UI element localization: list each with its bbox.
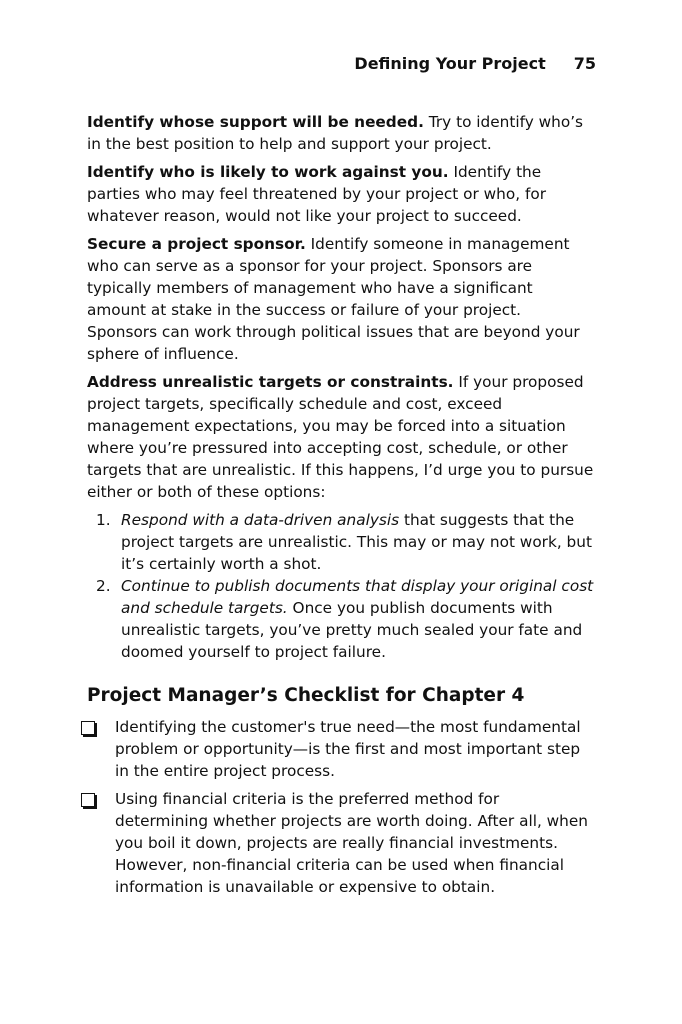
- page-number: 75: [573, 54, 596, 73]
- paragraph-support: [87, 111, 595, 155]
- checklist-item-text: Using financial criteria is the preferred method for determining whether projects are worth doing. After all, when you boil it down, projects are really financial investments. However, non-financial criteria can be used when financial information is unavailable or expensive to obtain.: [115, 790, 588, 896]
- checklist-item: [79, 788, 595, 898]
- list-item-text: that suggests that the project targets are unrealistic. This may or may not work, but it’s certainly worth a shot.: [121, 511, 592, 573]
- list-item-emphasis: Respond with a data-driven analysis: [121, 511, 400, 529]
- page-body: [87, 111, 595, 904]
- list-item: [87, 509, 595, 575]
- checklist-item: [79, 716, 595, 782]
- paragraph-sponsor: [87, 233, 595, 365]
- paragraph-unrealistic-targets: [87, 371, 595, 503]
- checkbox-icon: [81, 793, 95, 807]
- paragraph-text: Identify someone in management who can serve as a sponsor for your project. Sponsors are typically members of management who have a significant amount at stake in the success or failure of your project. Sponsors can work through political issues that are beyond your sphere of influence.: [87, 235, 580, 363]
- list-item-emphasis: Continue to publish documents that display your original cost and schedule targets.: [121, 577, 594, 617]
- checklist: [79, 716, 595, 898]
- paragraph-lead: Identify who is likely to work against you.: [87, 163, 449, 181]
- paragraph-lead: Address unrealistic targets or constraints.: [87, 373, 454, 391]
- running-head-title: Defining Your Project: [354, 54, 546, 73]
- checklist-heading: Project Manager’s Checklist for Chapter 4: [87, 685, 525, 706]
- checkbox-icon: [81, 721, 95, 735]
- options-list: [87, 509, 595, 663]
- list-item-text: Once you publish documents with unrealistic targets, you’ve pretty much sealed your fate and doomed yourself to project failure.: [121, 599, 583, 661]
- list-item-number: 1.: [96, 511, 111, 529]
- paragraph-opposition: [87, 161, 595, 227]
- paragraph-lead: Identify whose support will be needed.: [87, 113, 424, 131]
- paragraph-text: Try to identify who’s in the best position to help and support your project.: [87, 113, 584, 153]
- paragraph-lead: Secure a project sponsor.: [87, 235, 306, 253]
- checklist-item-text: Identifying the customer's true need—the most fundamental problem or opportunity—is the first and most important step in the entire project process.: [115, 718, 581, 780]
- paragraph-text: If your proposed project targets, specifically schedule and cost, exceed management expectations, you may be forced into a situation where you’re pressured into accepting cost, schedule, or other targets that are unrealistic. If this happens, I’d urge you to pursue either or both of these options:: [87, 373, 594, 501]
- list-item: [87, 575, 595, 663]
- paragraph-text: Identify the parties who may feel threatened by your project or who, for whatever reason, would not like your project to succeed.: [87, 163, 546, 225]
- list-item-number: 2.: [96, 577, 111, 595]
- running-head: [354, 54, 596, 73]
